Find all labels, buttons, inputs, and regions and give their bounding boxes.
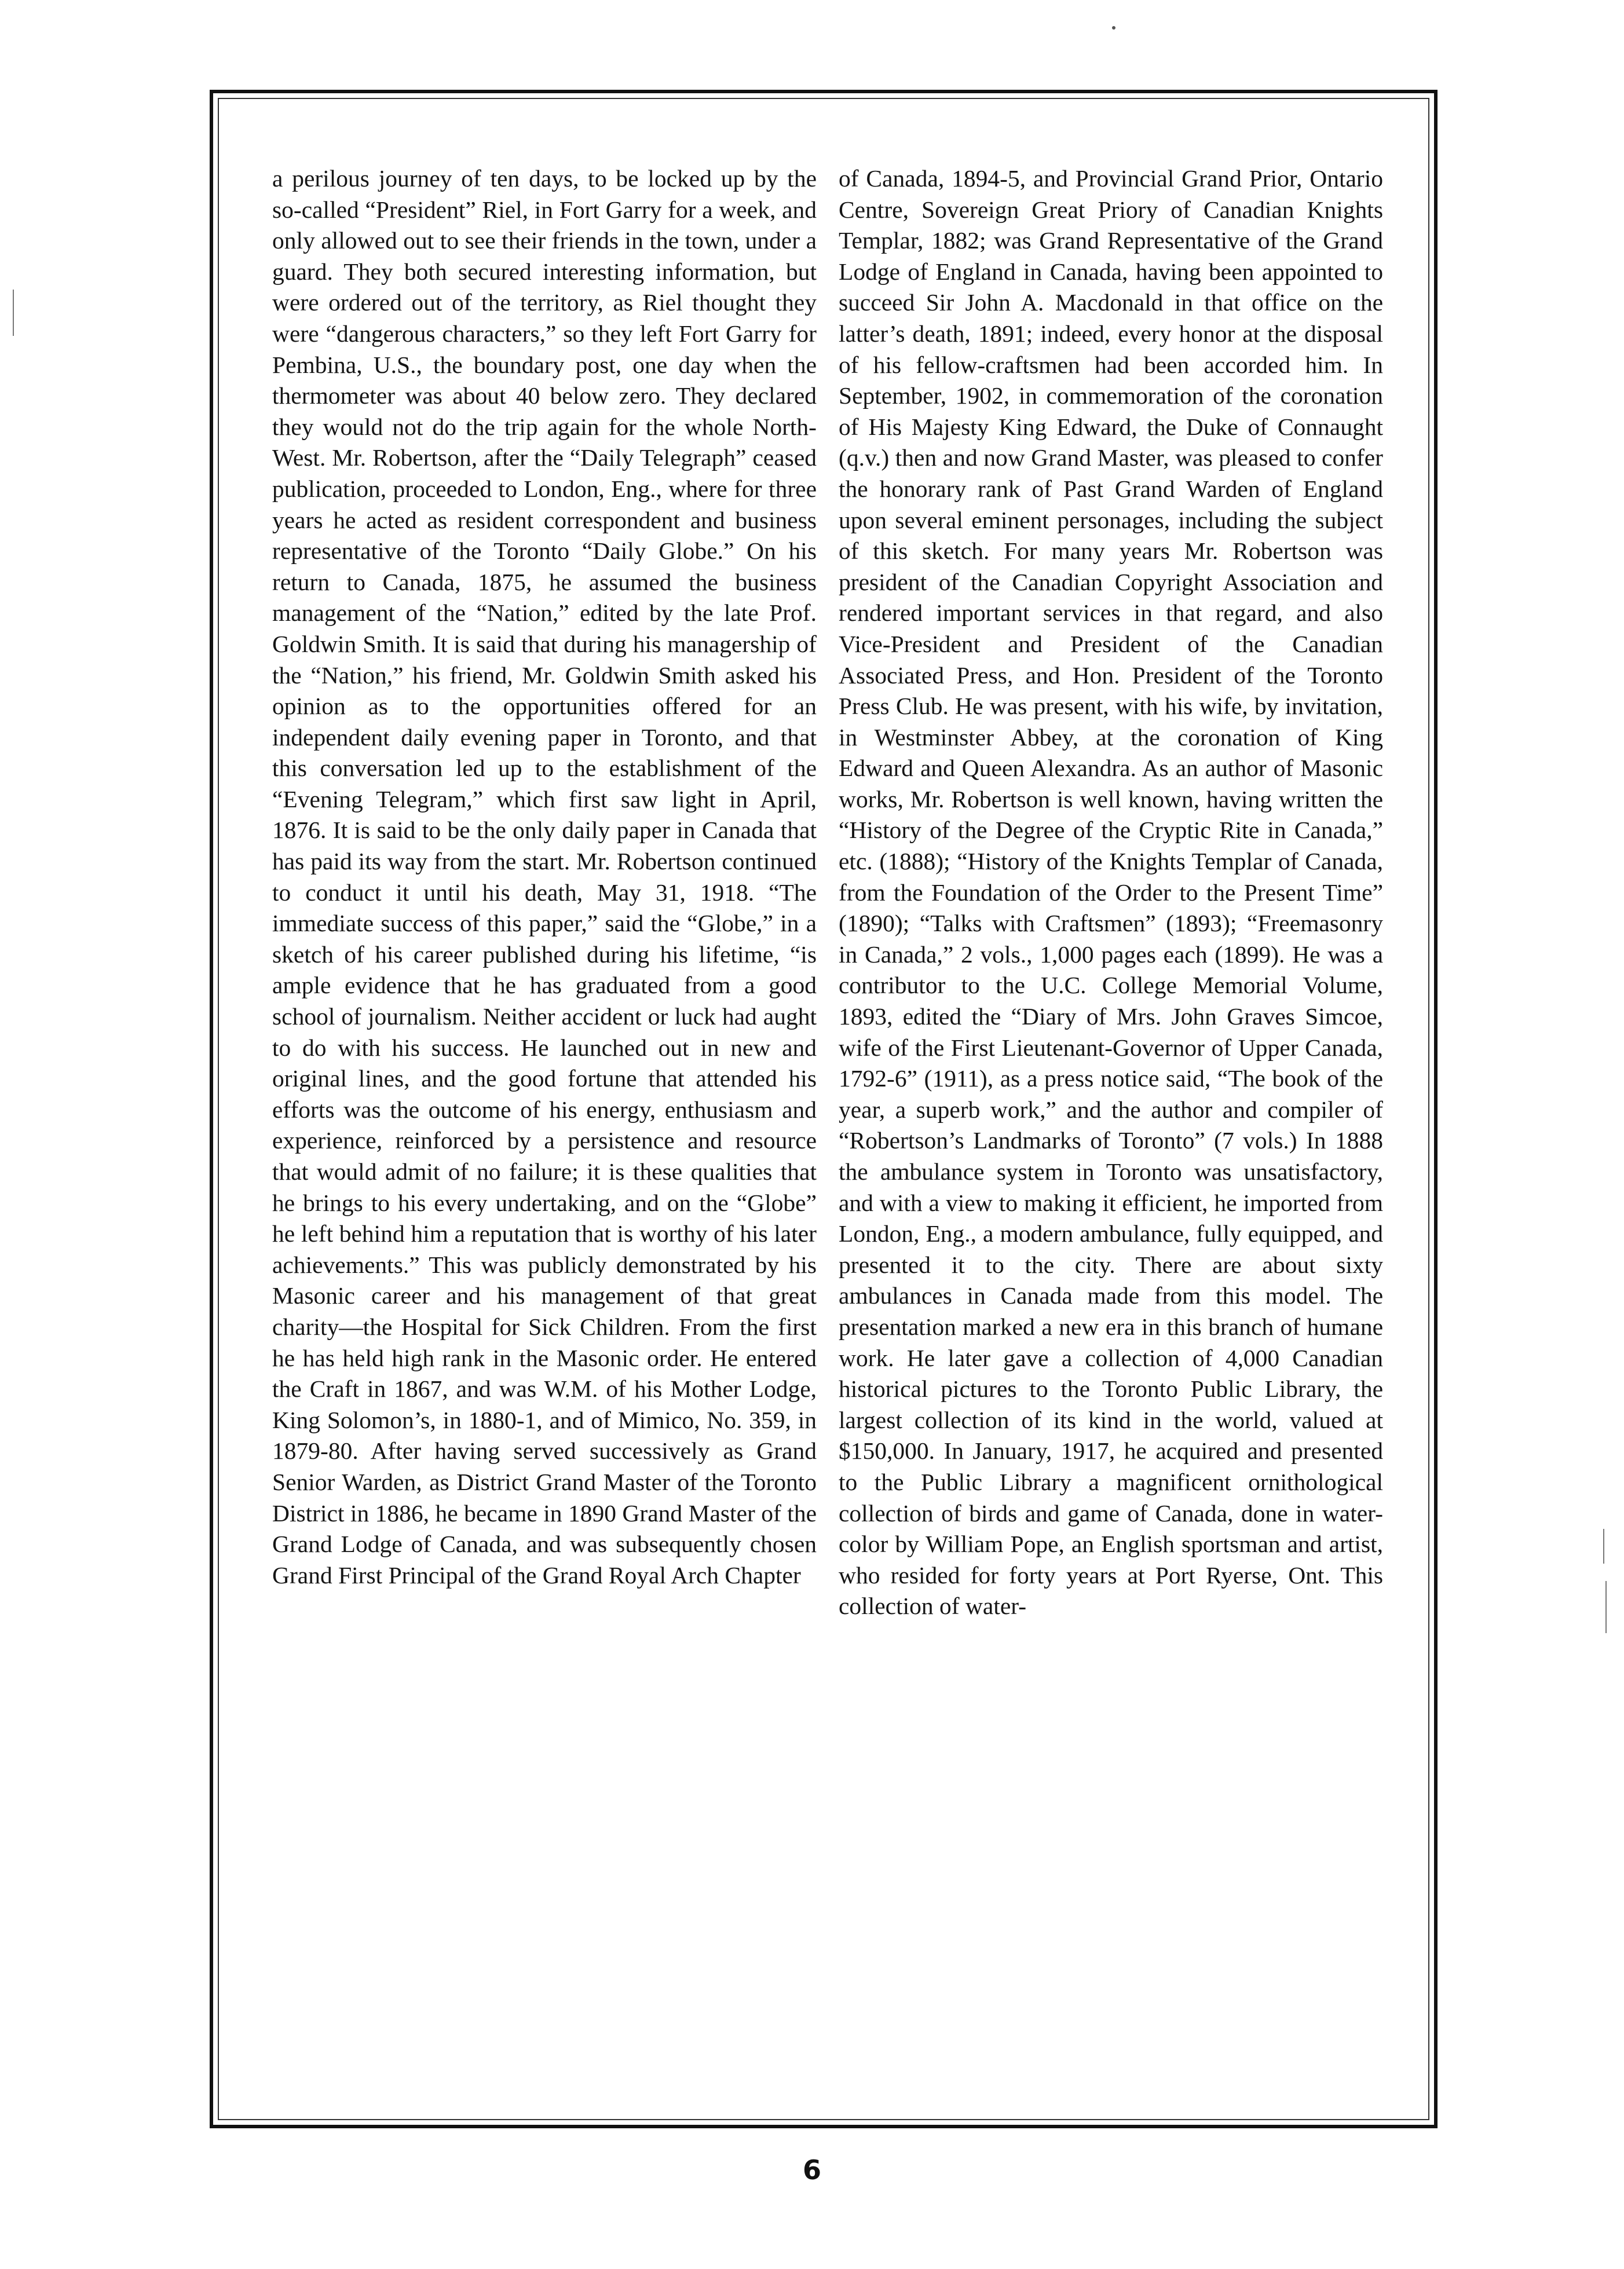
- scan-speck: [1112, 26, 1115, 30]
- right-column-text: of Canada, 1894-5, and Provincial Grand Prior, Ontario Centre, Sovereign Great Priory of Canadian Knights Templar, 1882; was Grand Representative of the Grand Lodge of England in Canada, having been appointed to succeed Sir John A. Macdonald in that office on the latter’s death, 1891; indeed, every honor at the disposal of his fellow-craftsmen had been accorded him. In September, 1902, in commemoration of the coronation of His Majesty King Edward, the Duke of Connaught (q.v.) then and now Grand Master, was pleased to confer the honorary rank of Past Grand Warden of England upon several eminent personages, including the subject of this sketch. For many years Mr. Robertson was president of the Canadian Copyright Association and rendered important services in that regard, and also Vice-President and President of the Canadian Associated Press, and Hon. President of the Toronto Press Club. He was present, with his wife, by invitation, in Westminster Abbey, at the coronation of King Edward and Queen Alexandra. As an author of Masonic works, Mr. Robertson is well known, having written the “History of the Degree of the Cryptic Rite in Canada,” etc. (1888); “History of the Knights Templar of Canada, from the Foundation of the Order to the Present Time” (1890); “Talks with Craftsmen” (1893); “Freemasonry in Canada,” 2 vols., 1,000 pages each (1899). He was a contributor to the U.C. College Memorial Volume, 1893, edited the “Diary of Mrs. John Graves Simcoe, wife of the First Lieutenant-Governor of Upper Canada, 1792-6” (1911), as a press notice said, “The book of the year, a superb work,” and the author and compiler of “Robertson’s Landmarks of Toronto” (7 vols.) In 1888 the ambulance system in Toronto was unsatisfactory, and with a view to making it efficient, he imported from London, Eng., a modern ambulance, fully equipped, and presented it to the city. There are about sixty ambulances in Canada made from this model. The presentation marked a new era in this branch of humane work. He later gave a collection of 4,000 Canadian historical pictures to the Toronto Public Library, the largest collection of its kind in the world, valued at $150,000. In January, 1917, he acquired and presented to the Public Library a magnificent ornithological collection of birds and game of Canada, done in water-color by William Pope, an English sportsman and artist, who resided for forty years at Port Ryerse, Ont. This collection of water-: [839, 165, 1383, 1620]
- scan-mark-right: [1603, 1529, 1604, 1564]
- scan-mark-right-2: [1605, 1581, 1607, 1633]
- scan-mark-left: [13, 290, 14, 336]
- left-column-text: a perilous journey of ten days, to be locked up by the so-called “President” Riel, in Fort Garry for a week, and only allowed out to see their friends in the town, under a guard. They both secured interesting information, but were ordered out of the territory, as Riel thought they were “dangerous characters,” so they left Fort Garry for Pembina, U.S., the boundary post, one day when the thermometer was about 40 below zero. They declared they would not do the trip again for the whole North-West. Mr. Robertson, after the “Daily Telegraph” ceased publication, proceeded to London, Eng., where for three years he acted as resident correspondent and business representative of the Toronto “Daily Globe.” On his return to Canada, 1875, he assumed the business management of the “Nation,” edited by the late Prof. Goldwin Smith. It is said that during his managership of the “Nation,” his friend, Mr. Goldwin Smith asked his opinion as to the opportunities offered for an independent daily evening paper in Toronto, and that this conversation led up to the establishment of the “Evening Telegram,” which first saw light in April, 1876. It is said to be the only daily paper in Canada that has paid its way from the start. Mr. Robertson continued to conduct it until his death, May 31, 1918. “The immediate success of this paper,” said the “Globe,” in a sketch of his career published during his lifetime, “is ample evidence that he has graduated from a good school of journalism. Neither accident or luck had aught to do with his success. He launched out in new and original lines, and the good fortune that attended his efforts was the outcome of his energy, enthusiasm and experience, reinforced by a persistence and resource that would admit of no failure; it is these qualities that he brings to his every undertaking, and on the “Globe” he left behind him a reputation that is worthy of his later achievements.” This was publicly demonstrated by his Masonic career and his management of that great charity—the Hospital for Sick Children. From the first he has held high rank in the Masonic order. He entered the Craft in 1867, and was W.M. of his Mother Lodge, King Solomon’s, in 1880-1, and of Mimico, No. 359, in 1879-80. After having served successively as Grand Senior Warden, as District Grand Master of the Toronto District in 1886, he became in 1890 Grand Master of the Grand Lodge of Canada, and was subsequently chosen Grand First Principal of the Grand Royal Arch Chapter: [272, 165, 817, 1589]
- page-number: 6: [802, 2154, 821, 2186]
- text-column-left: [272, 163, 817, 1591]
- text-column-right: [839, 163, 1383, 1622]
